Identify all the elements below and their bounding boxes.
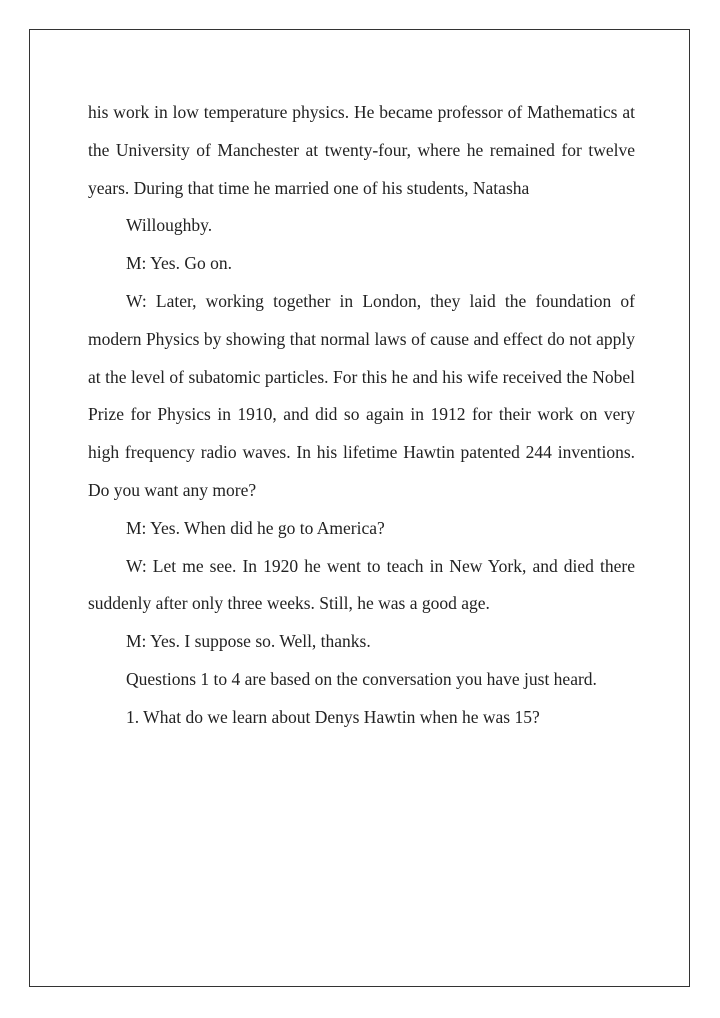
dialogue-line-man: M: Yes. When did he go to America? — [126, 517, 385, 538]
page-content — [88, 94, 635, 737]
dialogue-line-woman: W: Later, working together in London, they laid the foundation of modern Physics by showing that normal laws of cause and effect do not apply at the level of subatomic particles. For this he and his wife received the Nobel Prize for Physics in 1910, and did so again in 1912 for their work on very high frequency radio waves. In his lifetime Hawtin patented 244 inventions. Do you want any more? — [88, 290, 635, 500]
paragraph-continuation: his work in low temperature physics. He became professor of Mathematics at the University of Manchester at twenty-four, where he remained for twelve years. During that time he married one of his students, Natasha — [88, 102, 635, 198]
questions-instruction: Questions 1 to 4 are based on the conversation you have just heard. — [126, 668, 597, 689]
dialogue-line-man: M: Yes. I suppose so. Well, thanks. — [126, 631, 371, 652]
dialogue-line-woman: W: Let me see. In 1920 he went to teach in New York, and died there suddenly after only three weeks. Still, he was a good age. — [88, 555, 635, 614]
dialogue-line-man: M: Yes. Go on. — [126, 253, 232, 274]
question-1: 1. What do we learn about Denys Hawtin when he was 15? — [126, 706, 540, 727]
paragraph-name-continuation: Willoughby. — [126, 215, 213, 236]
document-page — [29, 29, 690, 987]
